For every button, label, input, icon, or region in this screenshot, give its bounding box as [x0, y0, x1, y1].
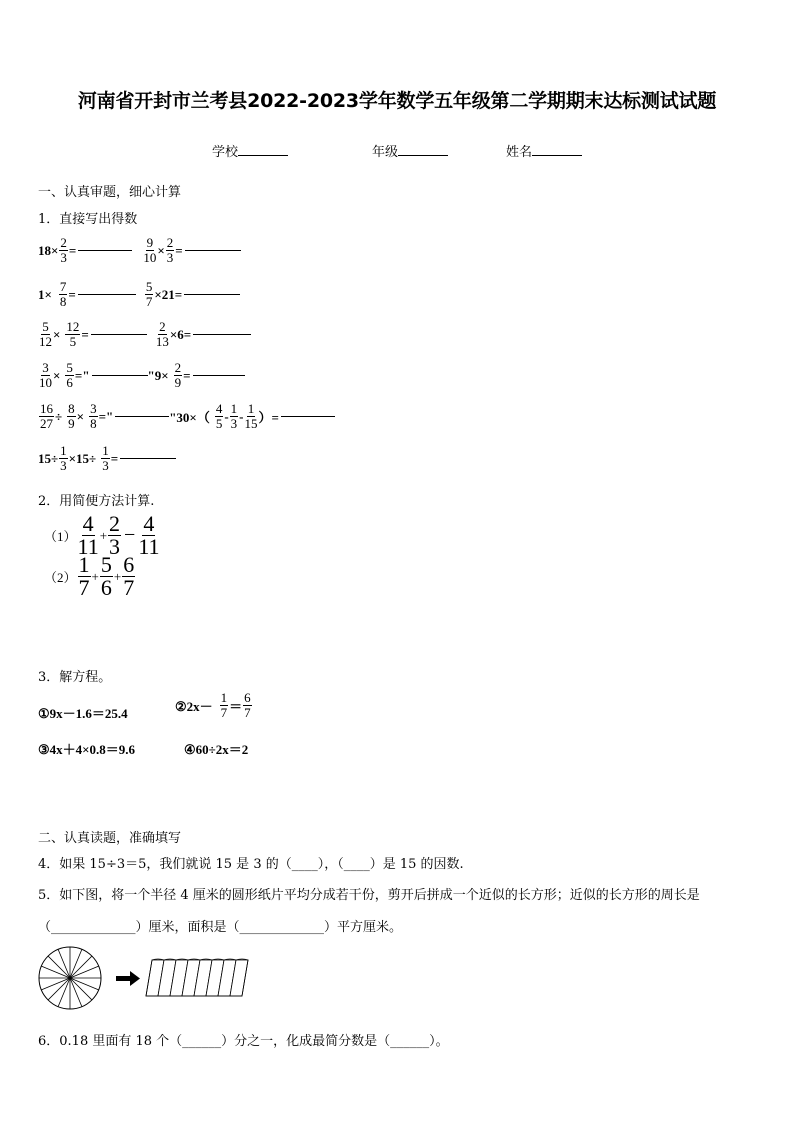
q1-row-4: [38, 361, 245, 390]
name-field: [506, 141, 582, 160]
answer-blank[interactable]: [184, 294, 240, 295]
q5-text-line-1: 5．如下图，将一个半径 4 厘米的圆形纸片平均分成若干份，剪开后拼成一个近似的长方形；近似的长方形的周长是: [38, 888, 700, 903]
school-field: [212, 141, 288, 160]
fraction: $\frac{5}{6}$: [100, 552, 112, 600]
q1-row-1: [38, 236, 241, 265]
fraction: $\frac{9}{10}$: [143, 235, 157, 265]
expr-text: =: [175, 242, 183, 258]
q3-equation-3: [38, 739, 135, 758]
grade-label: 年级: [372, 145, 399, 160]
fraction: $\frac{5}{12}$: [39, 319, 52, 349]
fraction: $\frac{4}{11}$: [138, 511, 160, 559]
equation-text: ③4x＋4×0.8＝9.6: [38, 742, 136, 757]
equation-text: ②2x－: [175, 699, 213, 714]
fraction: $\frac{12}{5}$: [66, 319, 80, 349]
expr-text: ×21=: [154, 286, 183, 302]
operator: +: [113, 568, 122, 584]
fraction: $\frac{5}{7}$: [145, 279, 153, 309]
name-blank[interactable]: [532, 143, 582, 156]
right-arrow-icon: [116, 971, 140, 986]
expr-text: "9×: [147, 367, 169, 383]
grade-blank[interactable]: [398, 143, 448, 156]
expr-text: =: [110, 450, 119, 466]
fraction: $\frac{5}{6}$: [66, 360, 73, 390]
equation-text: ＝: [229, 699, 243, 714]
answer-blank[interactable]: [78, 294, 136, 295]
q6-text: 6．0.18 里面有 18 个（______）分之一，化成最简分数是（______）。: [38, 1034, 449, 1049]
q5-text-line-2: （_____________）厘米，面积是（_____________）平方厘米。: [38, 920, 403, 935]
fraction: $\frac{7}{8}$: [59, 279, 67, 309]
expr-text: =: [68, 286, 76, 302]
equation-text: ①9x－1.6＝25.4: [38, 706, 128, 721]
grade-field: [372, 141, 448, 160]
q1-row-6: [38, 444, 176, 473]
fraction: $\frac{6}{7}$: [123, 552, 135, 600]
expr-text: =": [74, 367, 90, 383]
operator: +: [99, 527, 108, 543]
q3-equation-1: [38, 703, 128, 722]
section-2-heading: 二、认真读题，准确填写: [38, 831, 182, 846]
fraction: $\frac{1}{3}$: [60, 443, 67, 473]
answer-blank[interactable]: [193, 334, 251, 335]
answer-blank[interactable]: [92, 375, 148, 376]
fraction: $\frac{2}{3}$: [109, 511, 121, 559]
q2-part-2: [44, 554, 136, 599]
part-tag: （1）: [44, 529, 77, 544]
expr-text: -: [239, 408, 244, 424]
expr-text: ×: [76, 408, 85, 424]
operator: +: [91, 568, 99, 584]
section-1-heading: 一、认真审题，细心计算: [38, 185, 182, 200]
fraction: $\frac{1}{3}$: [102, 443, 109, 473]
fraction: $\frac{6}{7}$: [244, 690, 251, 720]
fraction: $\frac{1}{15}$: [244, 401, 258, 431]
answer-blank[interactable]: [78, 250, 132, 251]
expr-text: -: [224, 408, 229, 424]
q1-label: 1．直接写出得数: [38, 212, 138, 227]
fraction: $\frac{16}{27}$: [40, 401, 53, 431]
answer-blank[interactable]: [193, 375, 245, 376]
fraction: $\frac{3}{8}$: [90, 401, 97, 431]
fraction: $\frac{3}{10}$: [39, 360, 52, 390]
school-blank[interactable]: [238, 143, 288, 156]
expr-text: =": [98, 408, 114, 424]
q1-row-5: [38, 402, 335, 431]
answer-blank[interactable]: [185, 250, 241, 251]
equation-text: ④60÷2x＝2: [184, 742, 249, 757]
fraction: $\frac{2}{13}$: [155, 319, 169, 349]
expr-text: 18×: [38, 242, 59, 258]
part-tag: （2）: [44, 570, 77, 585]
answer-blank[interactable]: [115, 416, 169, 417]
q3-label: 3．解方程。: [38, 670, 112, 685]
fraction: $\frac{1}{7}$: [78, 552, 90, 600]
q3-equation-2: [175, 691, 253, 720]
expr-text: ×: [53, 367, 61, 383]
expr-text: ×: [157, 242, 165, 258]
fraction: $\frac{8}{9}$: [68, 401, 75, 431]
expr-text: 1×: [38, 286, 52, 302]
fraction: $\frac{2}{9}$: [174, 360, 182, 390]
school-label: 学校: [212, 145, 239, 160]
page-title: 河南省开封市兰考县2022-2023学年数学五年级第二学期期末达标测试试题: [77, 90, 717, 112]
expr-text: =: [68, 242, 77, 258]
q3-equation-4: [184, 739, 248, 758]
expr-text: =: [81, 326, 89, 342]
approx-rectangle-shape: [146, 959, 248, 996]
expr-text: ×: [53, 326, 61, 342]
expr-text: 15÷: [38, 450, 59, 466]
fraction: $\frac{2}{3}$: [60, 235, 67, 265]
q4-text: 4．如果 15÷3＝5，我们就说 15 是 3 的（____），（____）是 15 的因数.: [38, 857, 464, 872]
answer-blank[interactable]: [120, 458, 176, 459]
expr-text: =: [183, 367, 191, 383]
name-label: 姓名: [506, 145, 533, 160]
fraction: $\frac{4}{5}$: [215, 401, 223, 431]
circle-divided-sectors: [39, 947, 101, 1009]
fraction: $\frac{1}{3}$: [230, 401, 238, 431]
answer-blank[interactable]: [281, 416, 335, 417]
expr-text: ）=: [258, 410, 279, 425]
expr-text: ÷: [55, 408, 63, 424]
fraction: $\frac{1}{7}$: [220, 690, 228, 720]
operator: −: [124, 524, 136, 546]
answer-blank[interactable]: [91, 334, 147, 335]
expr-text: ×15÷: [68, 450, 97, 466]
expr-text: ×6=: [169, 326, 192, 342]
q5-figure: [36, 944, 260, 1014]
fraction: $\frac{4}{11}$: [77, 511, 99, 559]
fraction: $\frac{2}{3}$: [166, 235, 174, 265]
expr-text: "30×（: [169, 410, 210, 425]
q1-row-2: [38, 280, 240, 309]
q2-label: 2．用简便方法计算.: [38, 494, 155, 509]
q1-row-3: [38, 320, 251, 349]
